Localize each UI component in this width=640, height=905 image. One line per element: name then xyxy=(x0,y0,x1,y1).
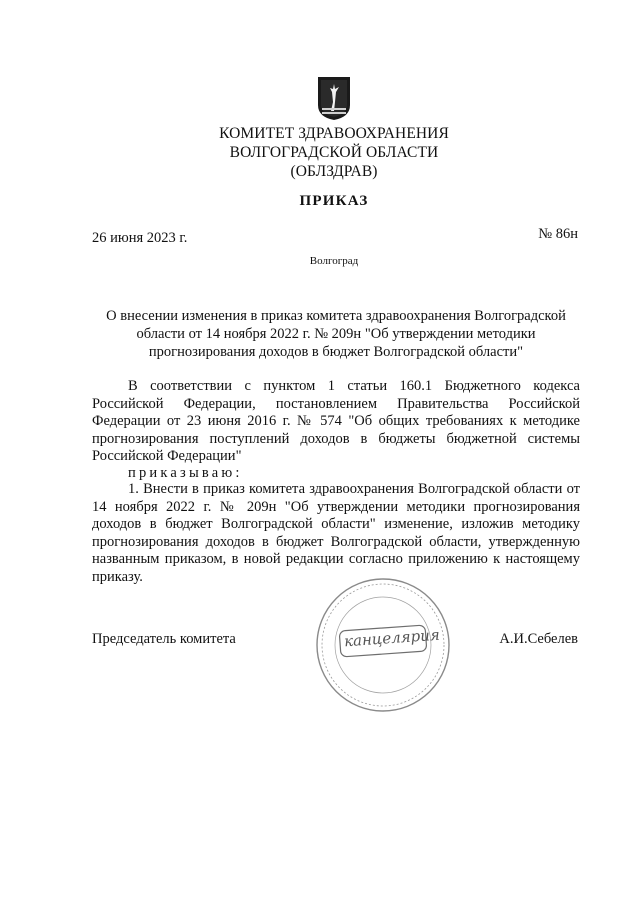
document-date: 26 июня 2023 г. xyxy=(92,230,188,246)
order-word: приказываю: xyxy=(128,465,243,481)
preamble-text: В соответствии с пунктом 1 статьи 160.1 Бюджетного кодекса Российской Федерации, постановлением Правительства Российской Федерации от 23 июня 2016 г. № 574 "Об общих требованиях к методике прогнозирования поступлений доходов в бюджеты бюджетной системы Российской Федерации" xyxy=(92,378,580,465)
stamp-label: канцелярия xyxy=(343,625,441,651)
org-name-line1: КОМИТЕТ ЗДРАВООХРАНЕНИЯ xyxy=(219,125,449,142)
document-title: ПРИКАЗ xyxy=(299,193,369,209)
document-subject: О внесении изменения в приказ комитета здравоохранения Волгоградской области от 14 ноября 2022 г. № 209н "Об утверждении методики прогнозирования доходов в бюджет Волгоградской области" xyxy=(106,308,566,360)
order-item-1-text: 1. Внести в приказ комитета здравоохранения Волгоградской области от 14 ноября 2022 г. № 209н "Об утверждении методики прогнозирования доходов в бюджет Волгоградской области" изменение, изложив методику прогнозирования доходов в бюджет Волгоградской области, утвержденную названным приказом, в новой редакции согласно приложению к настоящему приказу. xyxy=(92,481,580,585)
order-item-1 xyxy=(92,481,580,587)
document-number: № 86н xyxy=(538,226,578,242)
signatory-name: А.И.Себелев xyxy=(499,631,578,647)
volgograd-emblem-icon xyxy=(316,75,352,121)
org-name-line2: ВОЛГОГРАДСКОЙ ОБЛАСТИ xyxy=(229,144,439,161)
org-abbreviation: (ОБЛЗДРАВ) xyxy=(290,163,378,180)
document-city: Волгоград xyxy=(309,255,359,267)
preamble-paragraph xyxy=(92,378,580,466)
signatory-role: Председатель комитета xyxy=(92,631,236,647)
